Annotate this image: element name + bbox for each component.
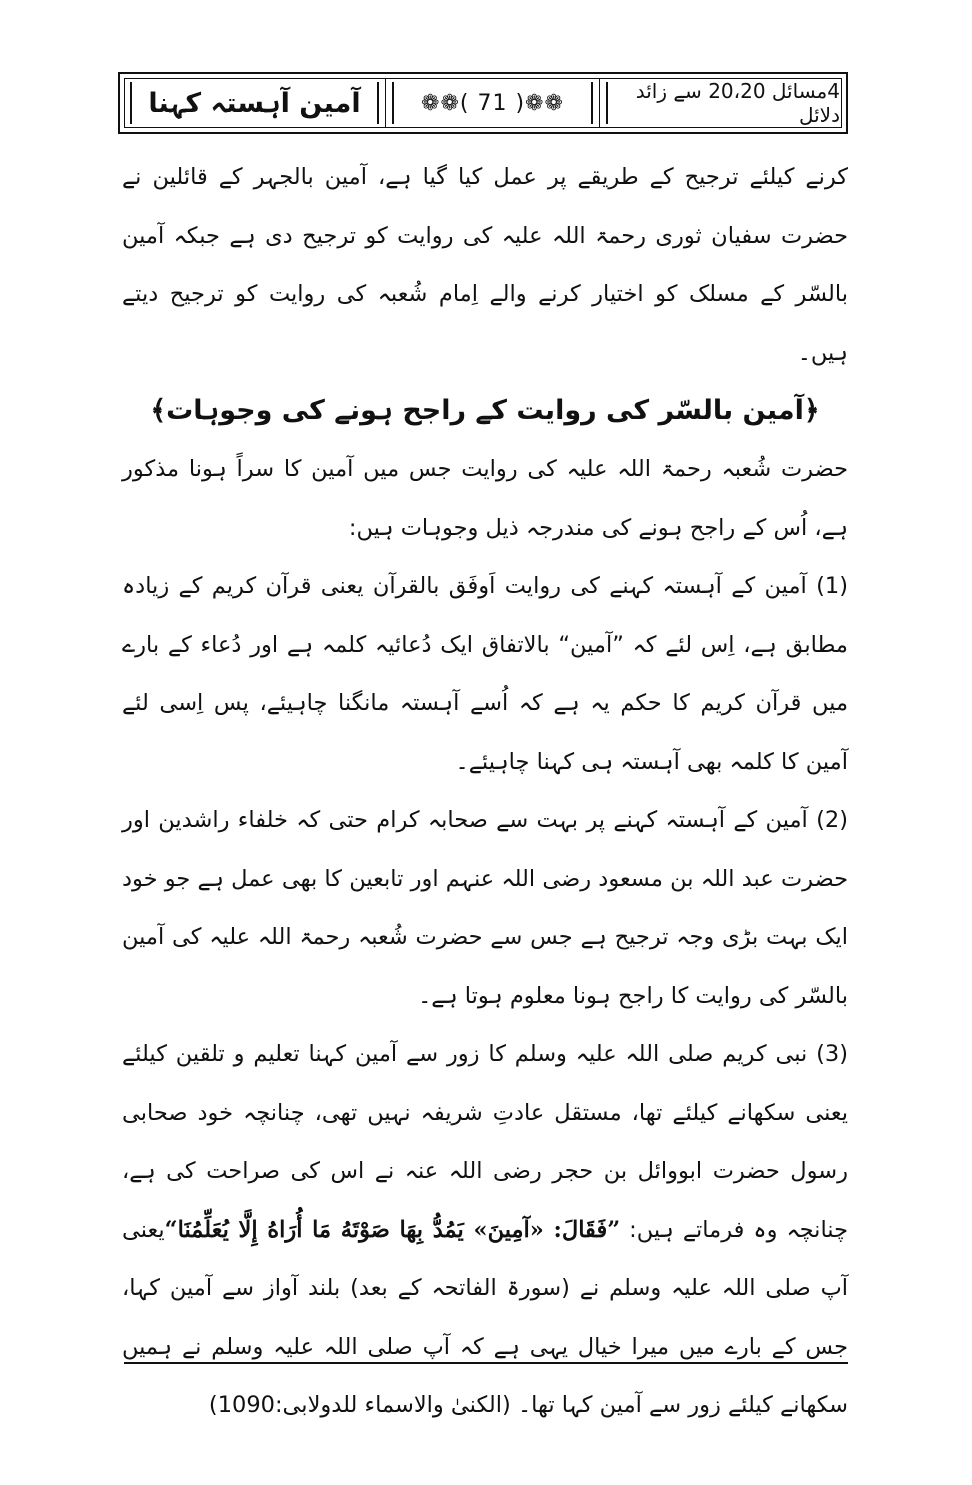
book-title-box	[600, 78, 842, 128]
paragraph-intro: کرنے کیلئے ترجیح کے طریقے پر عمل کیا گیا ہے، آمین بالجہر کے قائلین نے حضرت سفیان ثوری رحمۃ اللہ علیہ کی روایت کو ترجیح دی ہے جبکہ آمین بالسّر کے مسلک کو اختیار کرنے والے اِمام شُعبہ کی روایت کو ترجیح دیتے ہیں۔	[122, 164, 848, 366]
hadith-arabic-quote: ”فَقَالَ: «آمِينَ» يَمُدُّ بِهَا صَوْتَهُ مَا أُرَاهُ إِلَّا يُعَلِّمُنَا“	[164, 1216, 621, 1243]
point-2: (2) آمین کے آہستہ کہنے پر بہت سے صحابہ کرام حتی کہ خلفاء راشدین اور حضرت عبد اللہ بن مسعود رضی اللہ عنہم اور تابعین کا بھی عمل ہے جو خود ایک بہت بڑی وجہ ترجیح ہے جس سے حضرت شُعبہ رحمۃ اللہ علیہ کی آمین بالسّر کی روایت کا راجح ہونا معلوم ہوتا ہے۔	[122, 807, 848, 1009]
point-3-text-a: (3) نبی کریم صلی اللہ علیہ وسلم کا زور سے آمین کہنا تعلیم و تلقین کیلئے یعنی سکھانے کیلئے تھا، مستقل عادتِ شریفہ نہیں تھی، چنانچہ خود صحابی رسول حضرت ابووائل بن حجر رضی اللہ عنہ نے اس کی صراحت کی ہے، چنانچہ وہ فرماتے ہیں:	[122, 1041, 848, 1243]
chapter-title-box	[124, 78, 386, 128]
page-number-box	[386, 78, 600, 128]
point-1: (1) آمین کے آہستہ کہنے کی روایت اَوفَق بالقرآن یعنی قرآن کریم کے زیادہ مطابق ہے، اِس لئے کہ ”آمین“ بالاتفاق ایک دُعائیہ کلمہ ہے اور دُعاء کے بارے میں قرآن کریم کا حکم یہ ہے کہ اُسے آہستہ مانگنا چاہیئے، پس اِسی لئے آمین کا کلمہ بھی آہستہ ہی کہنا چاہیئے۔	[122, 573, 848, 775]
point-3-text-b: یعنی آپ صلی اللہ علیہ وسلم نے (سورۃ الفاتحہ کے بعد) بلند آواز سے آمین کہا، جس کے بارے میں میرا خیال یہی ہے کہ آپ صلی اللہ علیہ وسلم نے ہمیں سکھانے کیلئے زور سے آمین کہا تھا۔	[122, 1216, 848, 1418]
book-title: 4مسائل 20،20 سے زائد دلائل	[635, 79, 840, 127]
citation: (الکنیٰ والاسماء للدولابی:1090)	[208, 1392, 511, 1418]
page-body	[122, 148, 848, 1435]
section-heading: ﴿آمین بالسّر کی روایت کے راجح ہونے کی وجوہات﴾	[150, 395, 820, 426]
page-number: ❁❁( 71 )❁❁	[421, 90, 564, 116]
page-header	[118, 72, 848, 134]
paragraph-reasons-intro: حضرت شُعبہ رحمۃ اللہ علیہ کی روایت جس میں آمین کا سراً ہونا مذکور ہے، اُس کے راجح ہونے کی مندرجہ ذیل وجوہات ہیں:	[122, 456, 848, 541]
chapter-title: آمین آہستہ کہنا	[148, 87, 361, 119]
point-3	[122, 1025, 848, 1435]
footer-rule	[124, 1362, 848, 1364]
